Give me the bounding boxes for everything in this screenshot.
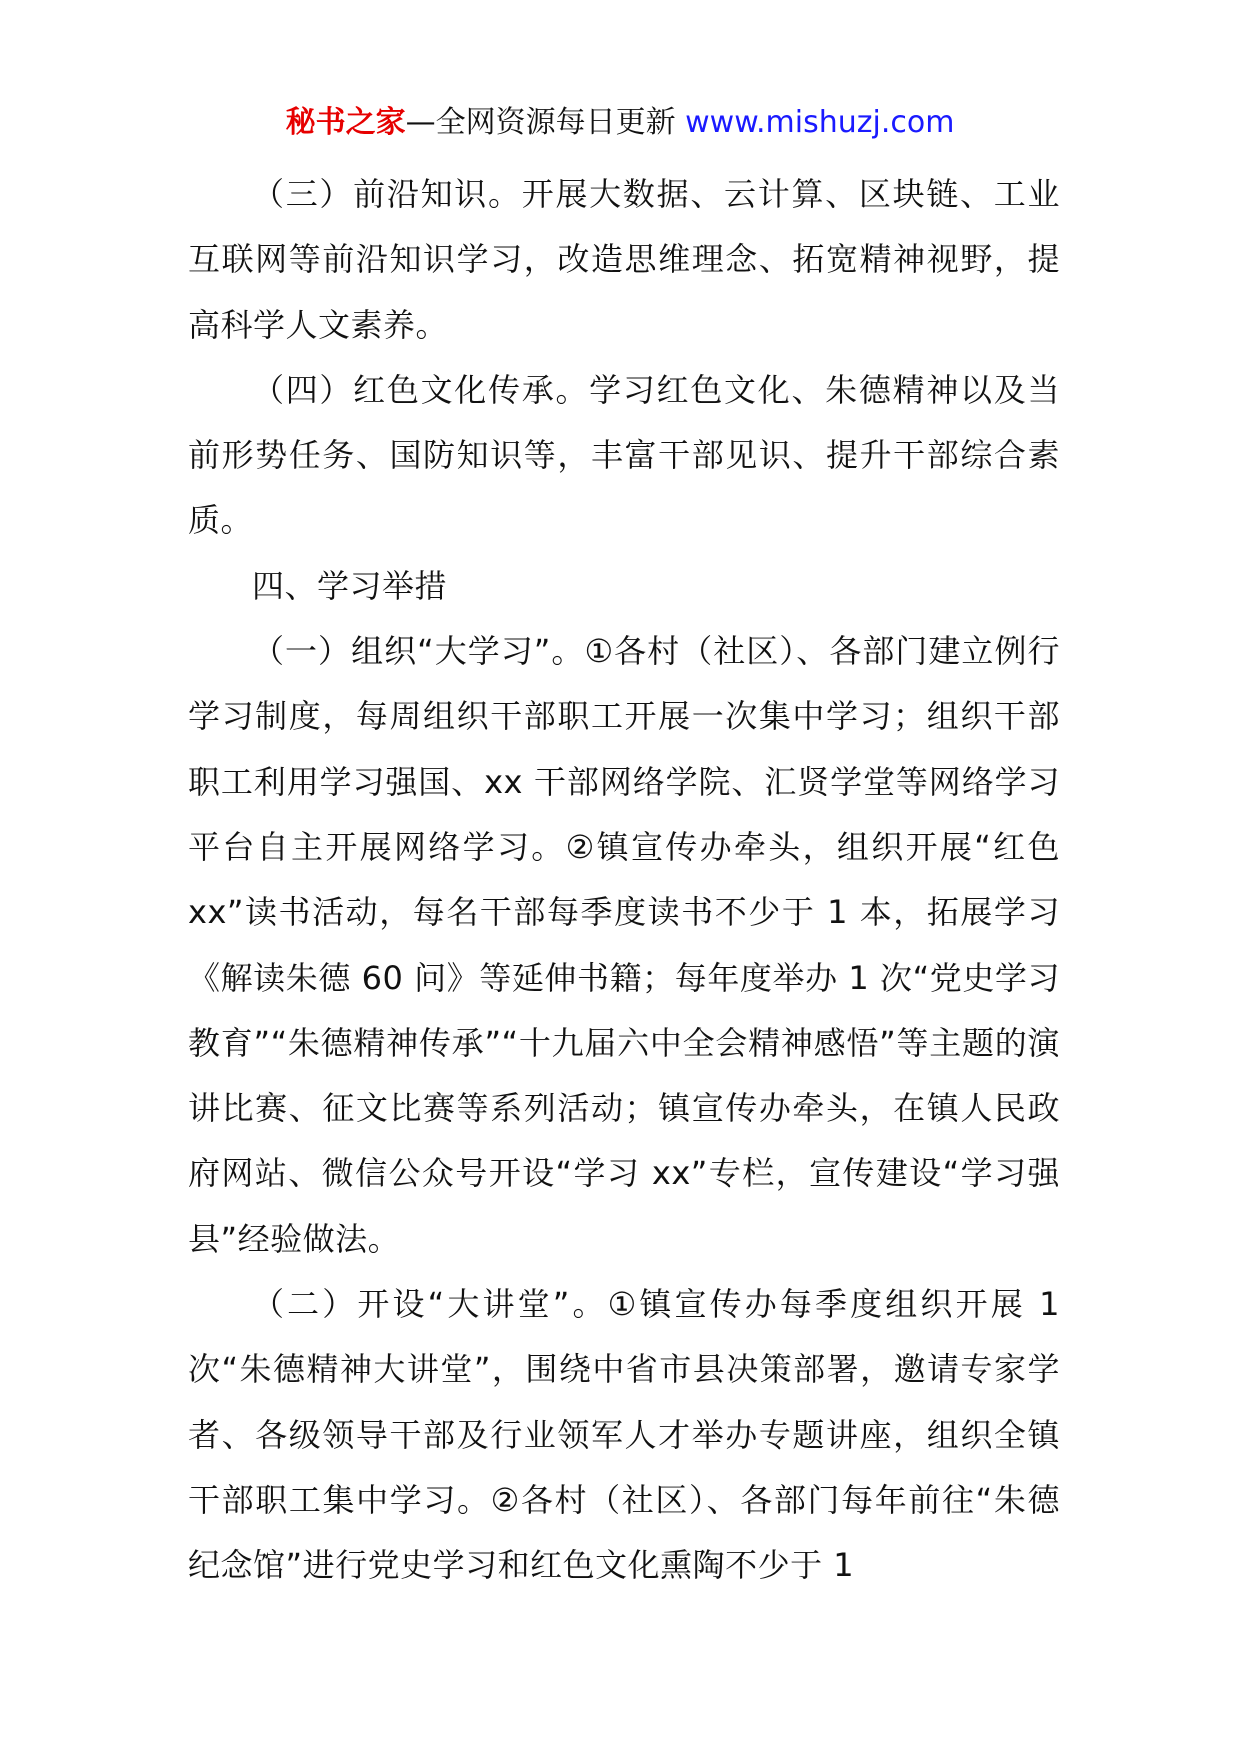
brand-name: 秘书之家 [285,105,406,140]
website-link[interactable]: www.mishuzj.com [685,105,955,140]
section-heading-study-measures: 四、学习举措 [252,566,448,605]
paragraph-red-culture: （四）红色文化传承。学习红色文化、朱德精神以及当前形势任务、国防知识等，丰富干部见识、提升干部综合素质。 [188,370,1060,540]
paragraph-frontier-knowledge: （三）前沿知识。开展大数据、云计算、区块链、工业互联网等前沿知识学习，改造思维理念、拓宽精神视野，提高科学人文素养。 [188,175,1060,344]
paragraph-organize-study: （一）组织“大学习”。①各村（社区）、各部门建立例行学习制度，每周组织干部职工开展一次集中学习；组织干部职工利用学习强国、xx 干部网络学院、汇贤学堂等网络学习平台自主开展网络学习。②镇宣传办牵头，组织开展“红色 xx”读书活动，每名干部每季度读书不少于 1 本，拓展学习《解读朱德 60 问》等延伸书籍；每年度举办 1 次“党史学习教育”“朱德精神传承”“十九届六中全会精神感悟”等主题的演讲比赛、征文比赛等系列活动；镇宣传办牵头，在镇人民政府网站、微信公众号开设“学习 xx”专栏，宣传建设“学习强县”经验做法。 [188,632,1060,1258]
document-body [188,162,1060,1599]
header-tagline: —全网资源每日更新 [405,105,686,140]
page-header [0,100,1240,146]
paragraph-lecture-hall: （二）开设“大讲堂”。①镇宣传办每季度组织开展 1 次“朱德精神大讲堂”，围绕中省市县决策部署，邀请专家学者、各级领导干部及行业领军人才举办专题讲座，组织全镇干部职工集中学习。②各村（社区）、各部门每年前往“朱德纪念馆”进行党史学习和红色文化熏陶不少于 1 [188,1285,1060,1585]
